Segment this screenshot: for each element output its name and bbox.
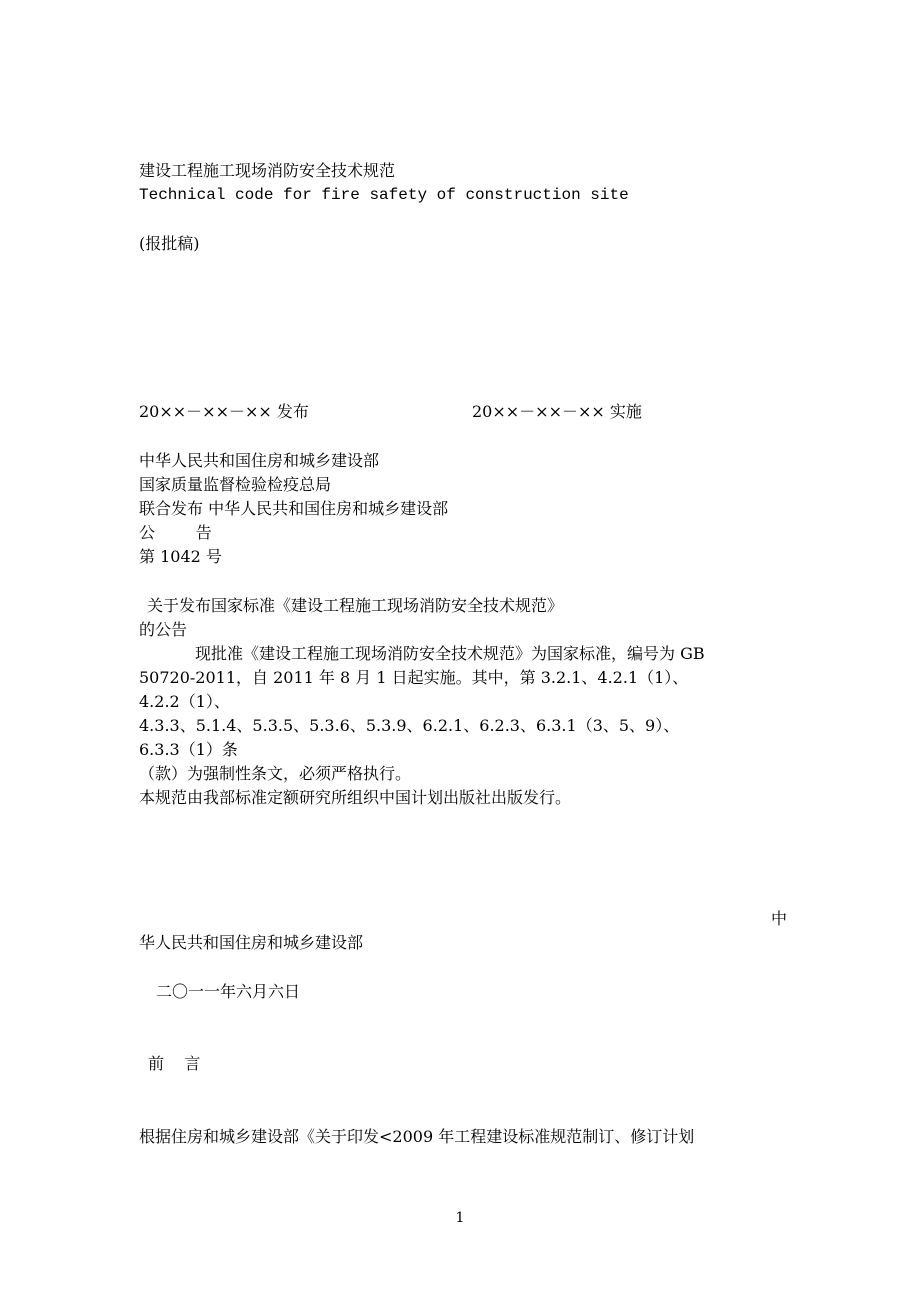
draft-label: (报批稿)	[139, 234, 200, 253]
issuer-line-1: 中华人民共和国住房和城乡建设部	[139, 451, 380, 470]
signature-date: 二〇一一年六月六日	[156, 982, 301, 1001]
body-line-7: 本规范由我部标准定额研究所组织中国计划出版社出版发行。	[139, 788, 572, 807]
title-chinese: 建设工程施工现场消防安全技术规范	[139, 161, 396, 180]
body-line-2: 50720-2011，自 2011 年 8 月 1 日起实施。其中，第 3.2.1、4.2.1（1）、	[139, 668, 689, 687]
signature-first-char: 中	[771, 909, 788, 928]
issuer-line-3: 联合发布 中华人民共和国住房和城乡建设部	[139, 499, 449, 518]
notice-title-cont: 的公告	[139, 620, 188, 639]
body-line-3: 4.2.2（1）、	[139, 692, 230, 711]
preface-heading: 前 言	[148, 1054, 201, 1073]
announcement-number: 第 1042 号	[139, 547, 222, 566]
body-line-6: （款）为强制性条文，必须严格执行。	[139, 764, 412, 783]
body-line-5: 6.3.3（1）条	[139, 740, 238, 759]
issuer-line-2: 国家质量监督检验检疫总局	[139, 475, 332, 494]
announcement-word: 公 告	[139, 523, 212, 542]
signature-org: 华人民共和国住房和城乡建设部	[139, 933, 364, 952]
preface-first-line: 根据住房和城乡建设部《关于印发<2009 年工程建设标准规范制订、修订计划	[139, 1127, 695, 1146]
implement-date: 20××－××－×× 实施	[472, 402, 642, 421]
body-line-1: 现批准《建设工程施工现场消防安全技术规范》为国家标准，编号为 GB	[195, 644, 705, 663]
publish-date: 20××－××－×× 发布	[139, 402, 309, 421]
title-english: Technical code for fire safety of construction site	[139, 186, 629, 204]
body-line-4: 4.3.3、5.1.4、5.3.5、5.3.6、5.3.9、6.2.1、6.2.3、6.3.1（3、5、9）、	[139, 716, 680, 735]
notice-title: 关于发布国家标准《建设工程施工现场消防安全技术规范》	[147, 596, 564, 615]
page-number: 1	[455, 1210, 465, 1226]
